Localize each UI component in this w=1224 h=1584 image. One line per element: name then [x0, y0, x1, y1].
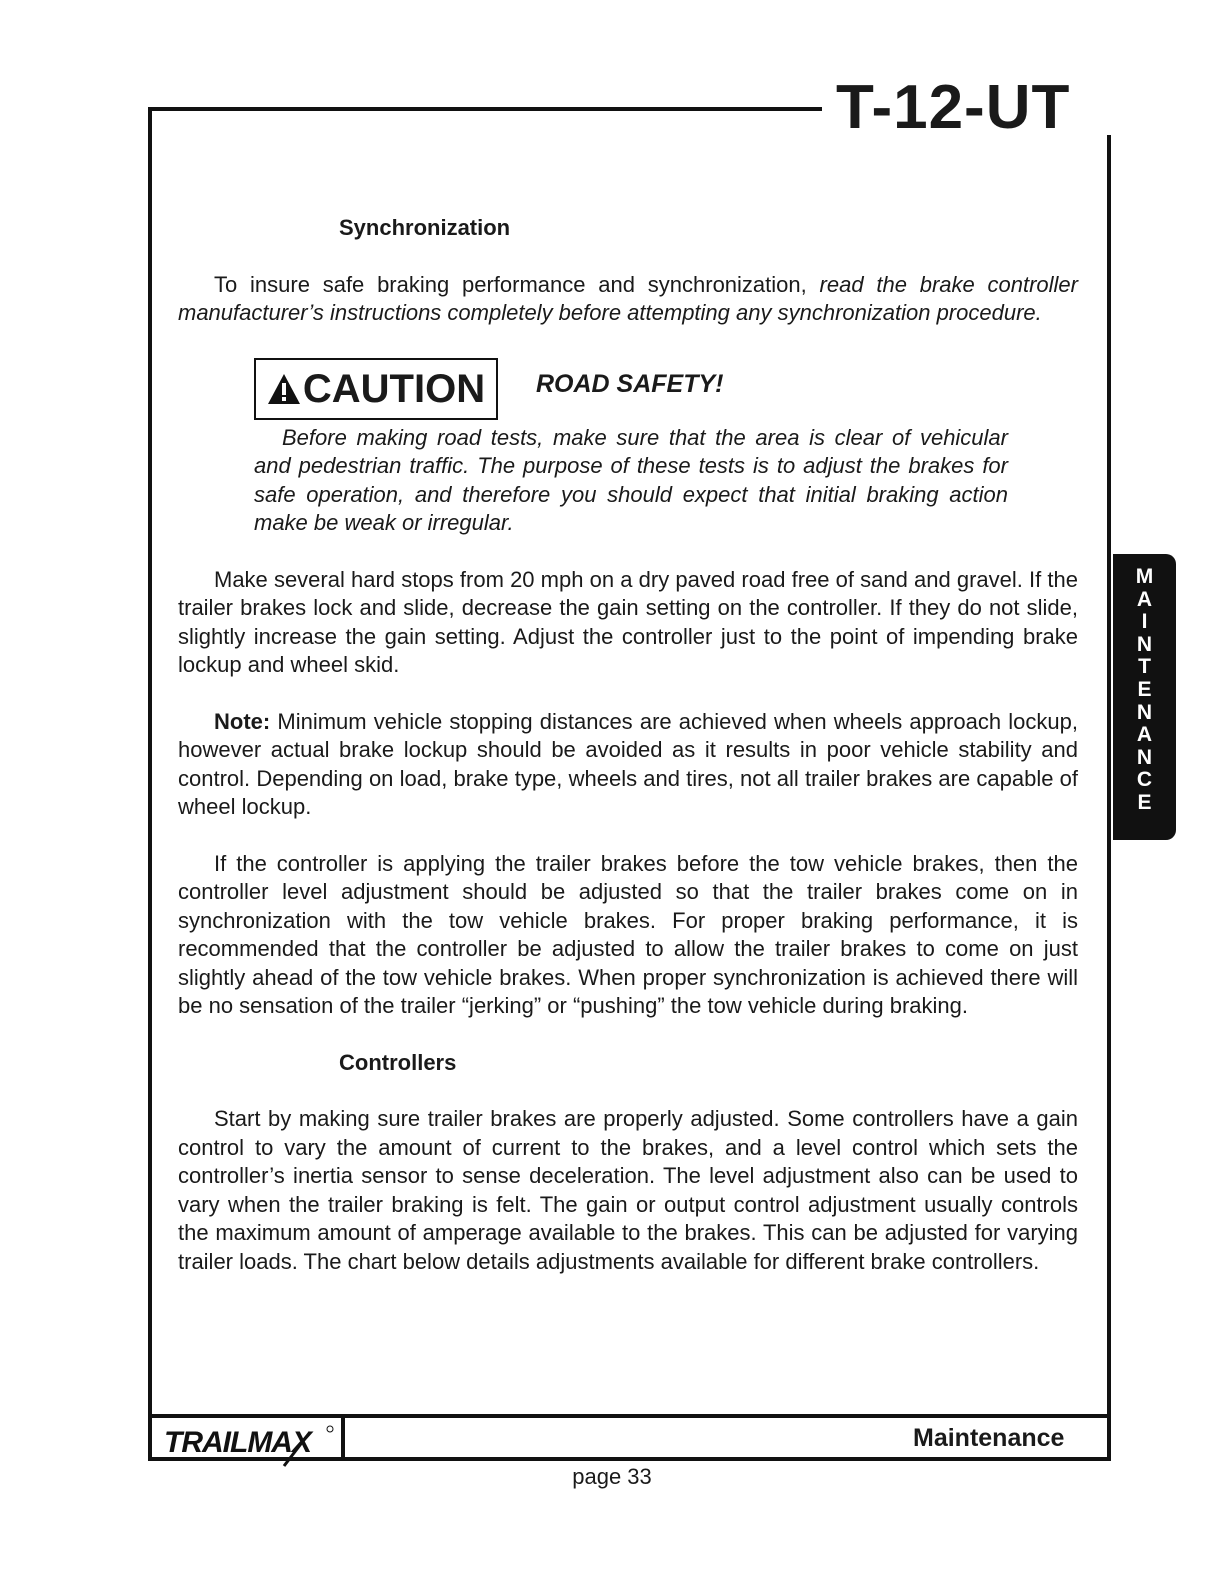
side-tab-letter: C	[1136, 768, 1153, 792]
hard-stops-paragraph: Make several hard stops from 20 mph on a dry paved road free of sand and gravel. If the trailer brakes lock and slide, decrease the gain setting on the controller. If they do not slide, slightly increase the gain setting. Adjust the controller just to the point of impending brake lockup and wheel skid.	[178, 566, 1078, 677]
footer-divider	[341, 1414, 345, 1461]
caution-label: CAUTION	[302, 366, 486, 411]
logo-wordmark: TRAILMAX	[164, 1426, 311, 1459]
side-tab-letter: N	[1136, 700, 1153, 724]
side-tab-letter: A	[1136, 587, 1153, 611]
controllers-paragraph: Start by making sure trailer brakes are properly adjusted. Some controllers have a gain control to vary the amount of current to the brakes, and a level control which sets the controller’s inertia sensor to sense deceleration. The level adjustment also can be used to vary when the trailer braking is felt. The gain or output control adjustment usually controls the maximum amount of amperage available to the brakes. This can be adjusted for varying trailer loads. The chart below details adjustments available for different brake controllers.	[178, 1106, 1078, 1274]
side-tab-letter: A	[1136, 723, 1153, 747]
model-title: T-12-UT	[822, 70, 1106, 146]
frame-left-rule	[148, 107, 152, 1461]
caution-badge	[254, 358, 498, 420]
side-tab-letter: M	[1135, 565, 1154, 588]
road-safety-title: ROAD SAFETY!	[536, 369, 724, 398]
caution-paragraph: Before making road tests, make sure that the area is clear of vehicular and pedestrian traffic. The purpose of these tests is to adjust the brakes for safe operation, and therefore you should expect that initial braking action make be weak or irregular.	[254, 424, 1008, 535]
side-tab-letter: E	[1137, 790, 1152, 814]
page-body	[178, 214, 1078, 1276]
maintenance-side-tab	[1113, 554, 1176, 840]
note-paragraph	[178, 708, 1078, 822]
side-tab-letter: I	[1141, 610, 1148, 634]
caution-text-block	[254, 424, 1008, 538]
side-tab-letter: N	[1136, 632, 1153, 656]
controller-level-paragraph: If the controller is applying the trailer brakes before the tow vehicle brakes, then the controller level adjustment should be adjusted so that the trailer brakes come on in synchronization with the tow vehicle brakes. For proper braking performance, it is recommended that the controller be adjusted to allow the trailer brakes to come on just slightly ahead of the tow vehicle brakes. When proper synchronization is achieved there will be no sensation of the trailer “jerking” or “pushing” the tow vehicle during braking.	[178, 850, 1078, 1018]
side-tab-letter: E	[1137, 677, 1152, 701]
warning-triangle-icon	[267, 373, 301, 405]
footer-section-name: Maintenance	[913, 1424, 1065, 1452]
frame-right-rule	[1107, 135, 1111, 1461]
side-tab-letter: T	[1138, 655, 1151, 679]
note-text: Minimum vehicle stopping distances are achieved when wheels approach lockup, however actual brake lockup should be avoided as it results in poor vehicle stability and control. Depending on load, brake type, wheels and tires, not all trailer brakes are capable of wheel lockup.	[178, 708, 1078, 819]
caution-block	[254, 358, 1078, 424]
frame-top-rule	[148, 107, 822, 111]
side-tab-letter: N	[1136, 745, 1153, 769]
note-label: Note:	[214, 708, 271, 734]
sync-intro-text: To insure safe braking performance and synchronization,	[214, 271, 820, 297]
sync-intro-paragraph	[178, 271, 1078, 328]
page-number: page 33	[572, 1464, 652, 1489]
controllers-heading: Controllers	[339, 1049, 457, 1075]
synchronization-heading: Synchronization	[339, 215, 511, 240]
footer-top-rule	[148, 1414, 1111, 1418]
trailmax-logo	[160, 1420, 338, 1468]
sync-intro-emphasis: read the brake controller manufacturer’s instructions completely before attempting any synchronization procedure.	[178, 271, 1078, 325]
